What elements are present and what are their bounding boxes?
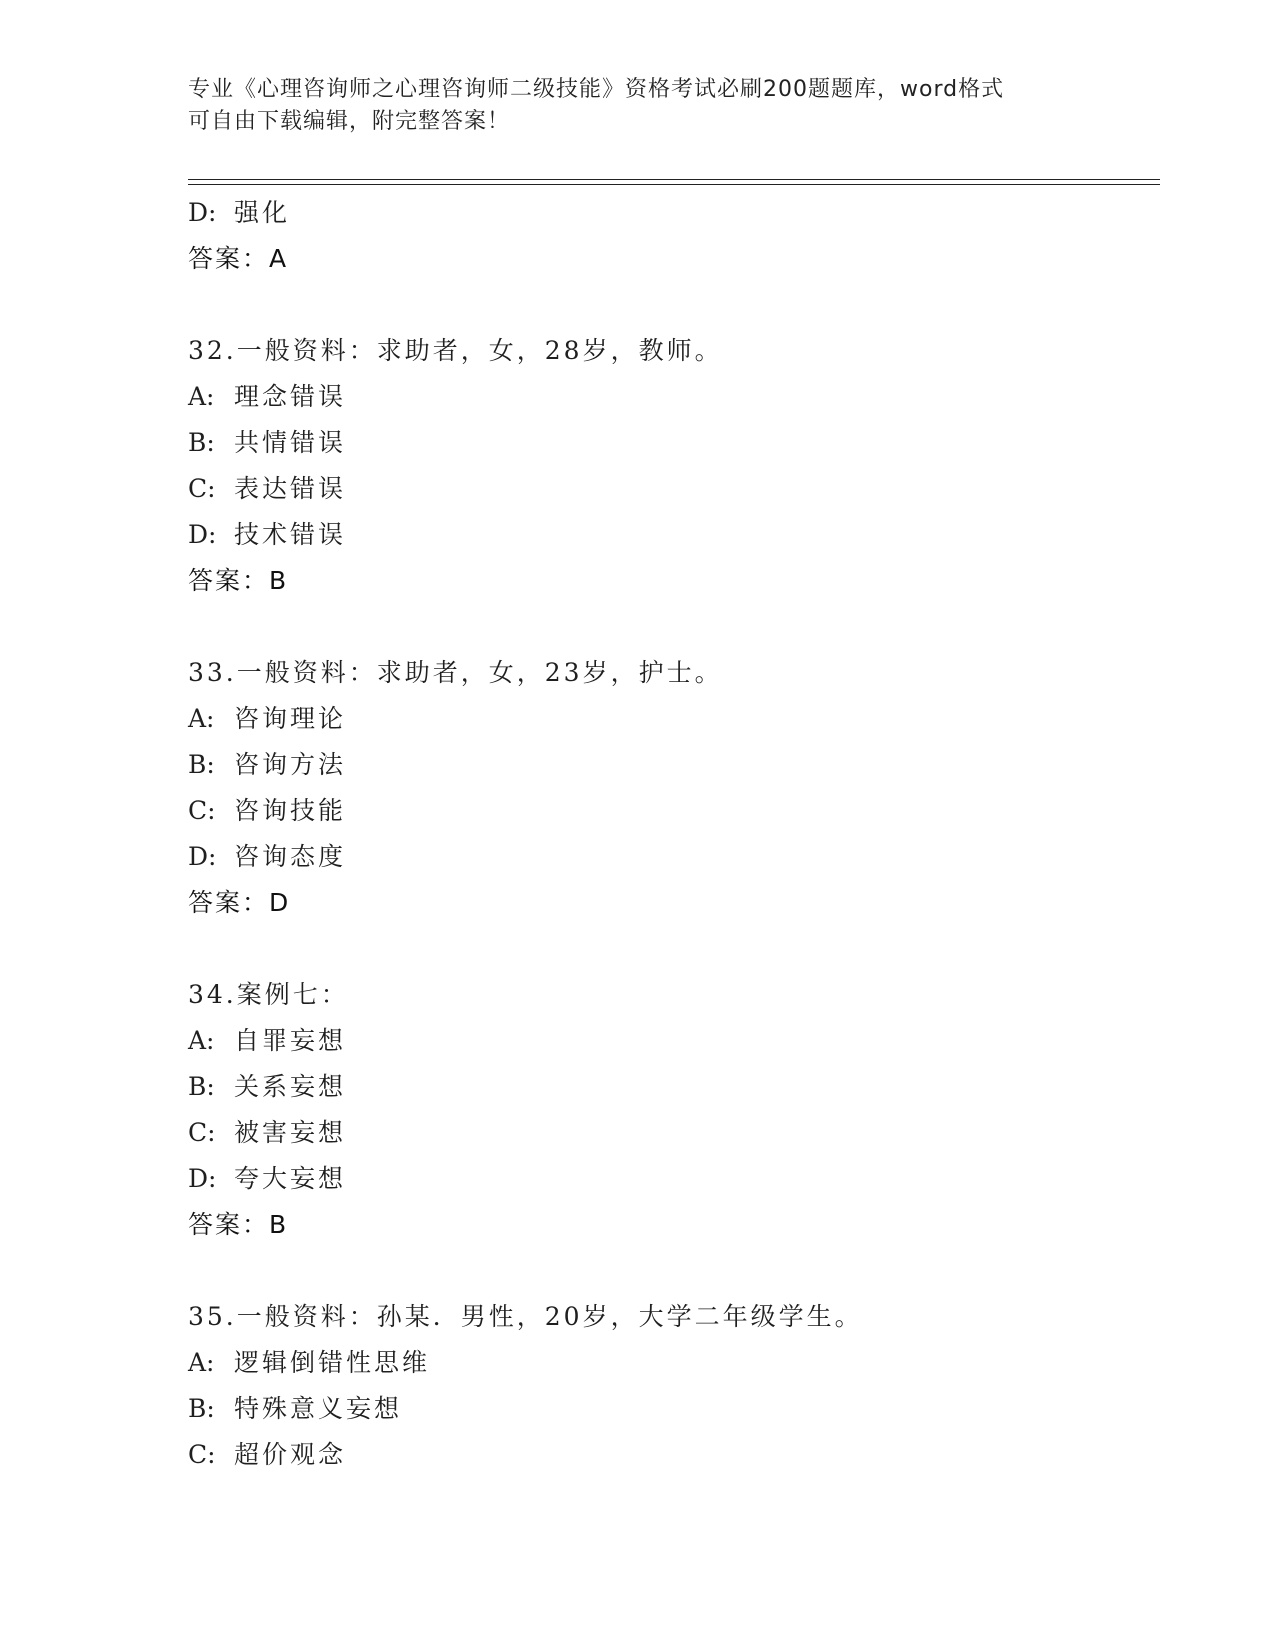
option-text: 强化 [234, 198, 291, 227]
option-text: 夸大妄想 [234, 1164, 347, 1193]
option-label: A: [188, 704, 215, 733]
question-stem: 33.一般资料：求助者，女，23岁，护士。 [188, 658, 723, 687]
option-text: 咨询技能 [234, 796, 347, 825]
option-text: 关系妄想 [234, 1072, 347, 1101]
option-label: C: [188, 1118, 216, 1147]
option-d [188, 512, 1148, 558]
header-line-1: 专业《心理咨询师之心理咨询师二级技能》资格考试必刷200题题库，word格式 [188, 77, 1005, 102]
option-label: B: [188, 428, 215, 457]
option-c [188, 1110, 1148, 1156]
option-text: 自罪妄想 [234, 1026, 347, 1055]
option-label: D: [188, 1164, 217, 1193]
option-c [188, 788, 1148, 834]
option-text: 逻辑倒错性思维 [234, 1348, 431, 1377]
question-stem: 35.一般资料：孙某．男性，20岁，大学二年级学生。 [188, 1302, 863, 1331]
option-label: B: [188, 1072, 215, 1101]
question-stem: 32.一般资料：求助者，女，28岁，教师。 [188, 336, 723, 365]
option-label: A: [188, 1026, 215, 1055]
option-label: D: [188, 842, 217, 871]
option-label: B: [188, 750, 215, 779]
option-text: 被害妄想 [234, 1118, 347, 1147]
option-text: 理念错误 [234, 382, 347, 411]
option-text: 超价观念 [234, 1440, 347, 1469]
option-a [188, 1018, 1148, 1064]
option-text: 技术错误 [234, 520, 347, 549]
answer-line: 答案：A [188, 244, 289, 273]
option-b [188, 742, 1148, 788]
option-text: 共情错误 [234, 428, 347, 457]
option-label: C: [188, 1440, 216, 1469]
option-d [188, 1156, 1148, 1202]
answer-line: 答案：B [188, 566, 289, 595]
header-divider-bottom [188, 184, 1160, 185]
option-text: 咨询方法 [234, 750, 347, 779]
header-line-2: 可自由下载编辑，附完整答案！ [188, 109, 511, 134]
question-stem: 34.案例七： [188, 980, 349, 1009]
option-c [188, 1432, 1148, 1478]
option-label: C: [188, 474, 216, 503]
option-label: C: [188, 796, 216, 825]
option-a [188, 696, 1148, 742]
header-divider-top [188, 179, 1160, 180]
document-header [188, 74, 1088, 138]
option-text: 表达错误 [234, 474, 347, 503]
option-b [188, 1386, 1148, 1432]
option-a [188, 1340, 1148, 1386]
option-label: B: [188, 1394, 215, 1423]
option-label: A: [188, 1348, 215, 1377]
option-text: 特殊意义妄想 [234, 1394, 403, 1423]
option-a [188, 374, 1148, 420]
answer-line: 答案：B [188, 1210, 289, 1239]
option-b [188, 1064, 1148, 1110]
answer-line: 答案：D [188, 888, 291, 917]
option-c [188, 466, 1148, 512]
option-label: D: [188, 520, 217, 549]
option-d [188, 834, 1148, 880]
option-text: 咨询态度 [234, 842, 347, 871]
question-list [188, 190, 1148, 1478]
option-b [188, 420, 1148, 466]
option-text: 咨询理论 [234, 704, 347, 733]
option-d [188, 190, 1148, 236]
option-label: A: [188, 382, 215, 411]
option-label: D: [188, 198, 217, 227]
